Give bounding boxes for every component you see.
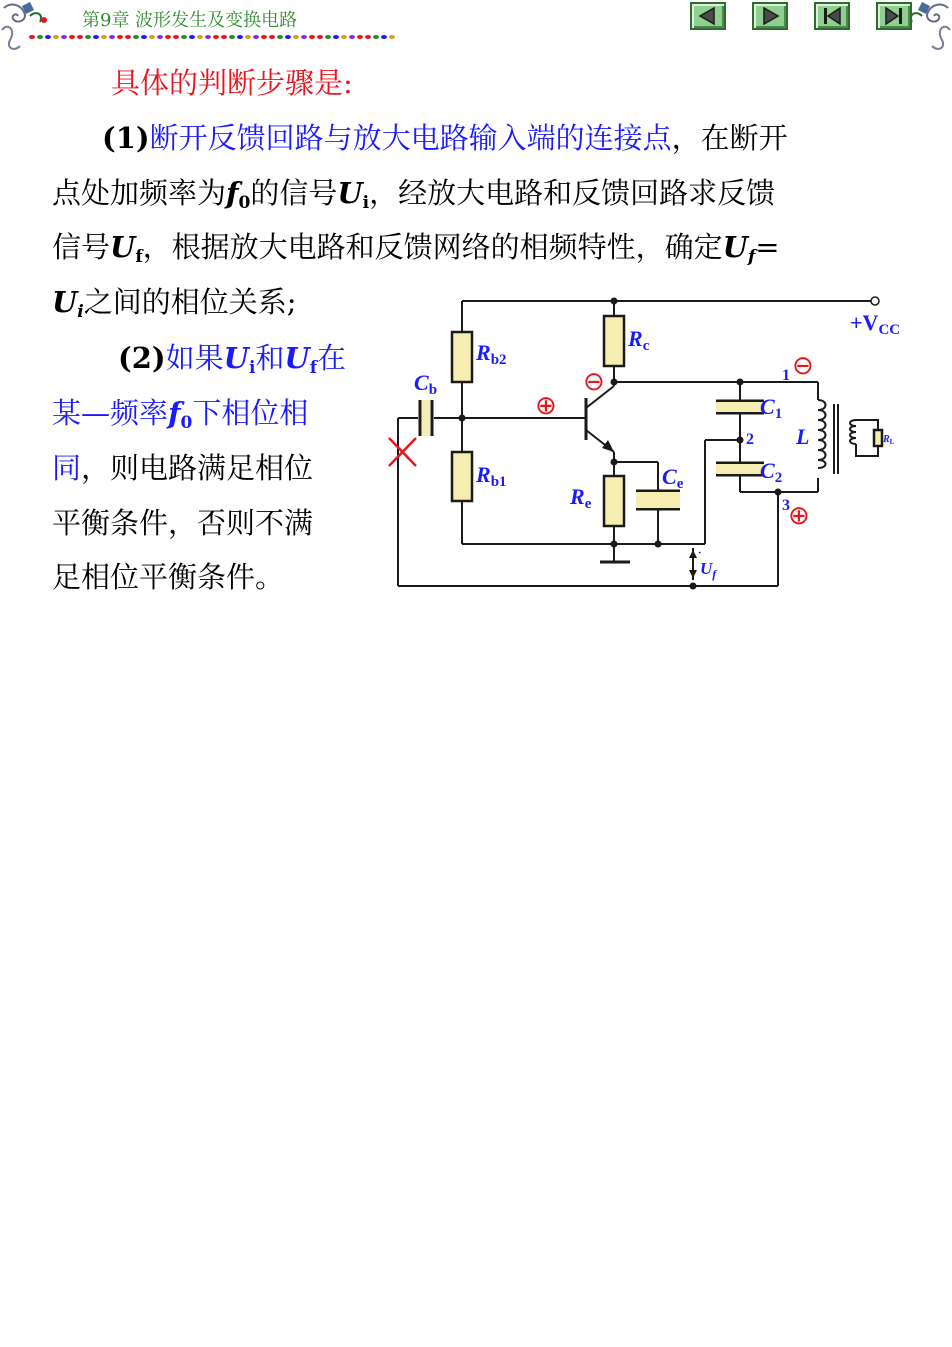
rb2-label: Rb2 <box>476 340 507 368</box>
decorative-dot-rule <box>28 33 396 41</box>
math-sub: i <box>248 358 256 378</box>
step1-text: ，在断开 <box>671 121 788 155</box>
rb1-label: Rb1 <box>476 462 507 490</box>
math-sub: f <box>747 247 756 267</box>
step1-number: (1) <box>102 121 150 155</box>
text-span: 在 <box>317 341 347 375</box>
node1-minus-icon: ⊖ <box>792 351 814 381</box>
rl-label: $R_L$ <box>883 434 895 446</box>
text-span: ，根据放大电路和反馈网络的相频特性，确定 <box>142 230 723 264</box>
resistor-rl <box>874 430 882 446</box>
math-f: f <box>168 396 181 430</box>
text-span: 信号 <box>52 230 111 264</box>
cb-label: Cb <box>414 370 438 398</box>
math-sub: 0 <box>238 193 251 213</box>
math-U: U <box>223 341 249 375</box>
re-label: Re <box>570 484 592 512</box>
uf-label: $U_f$ <box>700 559 717 581</box>
step2-line3 <box>52 441 313 495</box>
node-1-label: 1 <box>782 367 790 384</box>
math-sub: f <box>309 358 318 378</box>
rc-label: Rc <box>628 326 650 354</box>
step2-line4: 平衡条件，否则不满 <box>52 506 314 540</box>
last-page-button[interactable] <box>876 2 912 30</box>
resistor-rb1 <box>452 452 472 501</box>
math-sub: i <box>77 302 84 322</box>
triangle-left-icon <box>692 4 724 28</box>
text-span: 某—频率 <box>52 396 169 430</box>
next-page-button[interactable] <box>752 2 788 30</box>
uf-dot: · <box>698 548 702 559</box>
steps-heading: 具体的判断步骤是: <box>111 66 353 100</box>
math-U: U <box>722 230 748 264</box>
math-U: U <box>337 176 363 210</box>
math-U: U <box>284 341 310 375</box>
first-page-button[interactable] <box>814 2 850 30</box>
node-3-label: 3 <box>782 497 790 514</box>
last-page-icon <box>878 4 910 28</box>
text-span: 如果 <box>165 341 224 375</box>
first-page-icon <box>816 4 848 28</box>
math-U: U <box>110 230 136 264</box>
c2-label: C2 <box>760 458 783 486</box>
text-span: ，经放大电路和反馈回路求反馈 <box>369 176 776 210</box>
c1-label: C1 <box>760 394 783 422</box>
resistor-re <box>604 476 624 526</box>
step2-line5: 足相位平衡条件。 <box>52 560 285 594</box>
corner-ornament-left <box>0 0 60 56</box>
ce-label: Ce <box>662 464 684 492</box>
text-span: ，则电路满足相位 <box>81 451 314 485</box>
math-sub: 0 <box>180 413 193 433</box>
chapter-title: 第9章 波形发生及变换电路 <box>82 10 298 31</box>
step2-number: (2) <box>118 341 166 375</box>
inductor-label: L <box>796 424 810 449</box>
text-span: 之间的相位关系; <box>83 285 297 319</box>
math-sub: f <box>135 247 143 267</box>
node3-plus-icon: ⊕ <box>788 501 810 531</box>
math-f: f <box>226 176 239 210</box>
prev-page-button[interactable] <box>690 2 726 30</box>
lc-oscillator-circuit <box>385 288 925 598</box>
text-span: 的信号 <box>250 176 338 210</box>
text-span: 和 <box>255 341 285 375</box>
step1-line4 <box>52 275 297 339</box>
step1-line1 <box>102 111 788 165</box>
node-2-label: 2 <box>746 431 754 448</box>
base-plus-icon: ⊕ <box>535 391 557 421</box>
collector-minus-icon: ⊖ <box>583 367 605 397</box>
resistor-rc <box>604 316 624 366</box>
triangle-right-icon <box>754 4 786 28</box>
text-span: 同 <box>52 451 82 485</box>
step1-highlight: 断开反馈回路与放大电路输入端的连接点 <box>149 121 672 155</box>
math-U: U <box>52 285 78 319</box>
math-sub: i <box>362 193 370 213</box>
text-span: 下相位相 <box>192 396 309 430</box>
text-span: = <box>755 230 780 264</box>
resistor-rb2 <box>452 332 472 382</box>
vcc-label: +VCC <box>850 310 901 338</box>
text-span: 点处加频率为 <box>52 176 227 210</box>
